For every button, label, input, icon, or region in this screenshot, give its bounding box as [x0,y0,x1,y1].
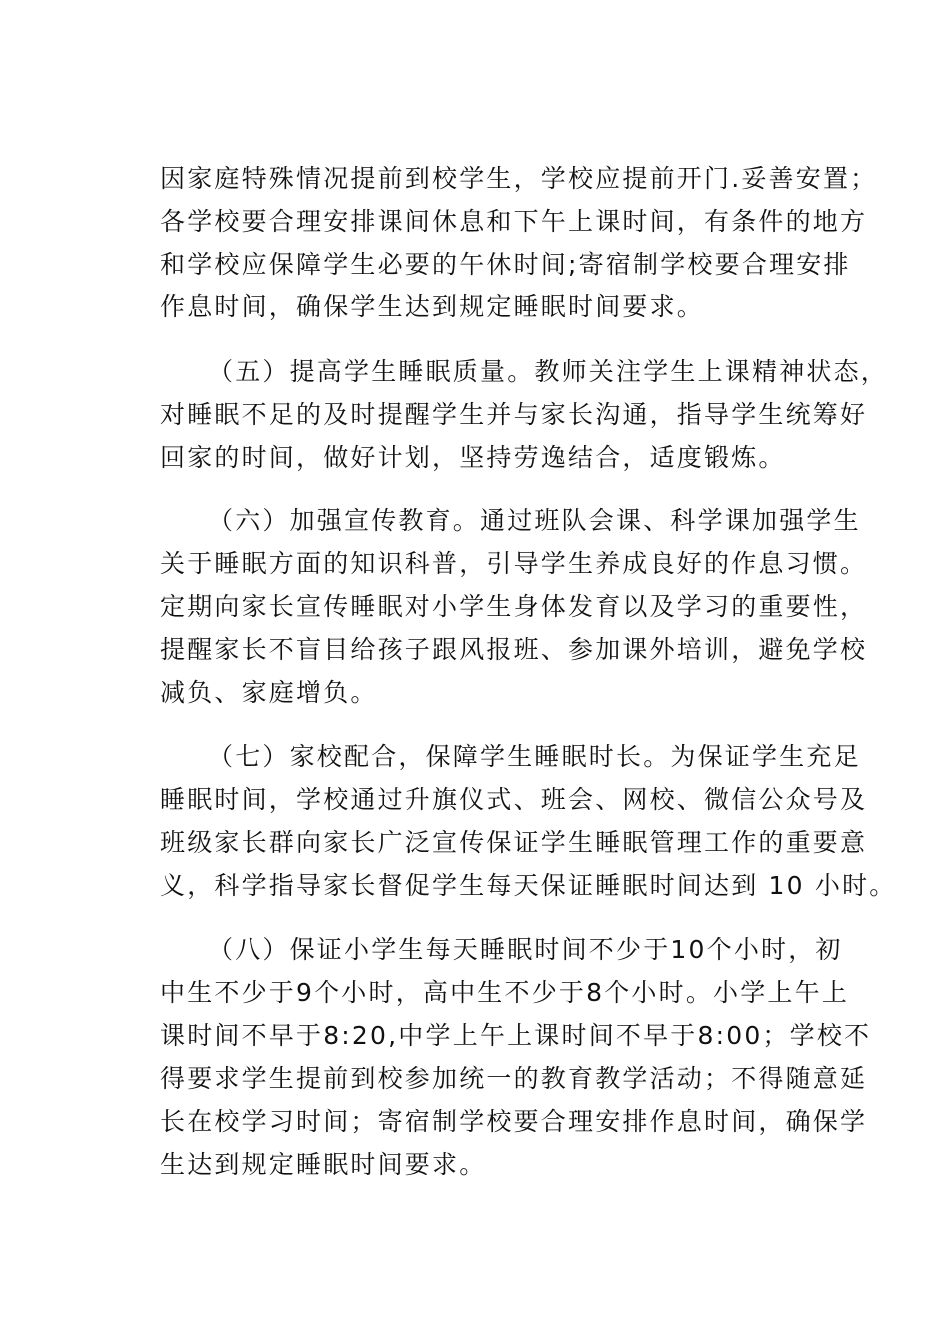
text-line: 中生不少于9个小时，高中生不少于8个小时。小学上午上 [160,978,850,1007]
text-line: 关于睡眠方面的知识科普，引导学生养成良好的作息习惯。 [160,549,868,578]
text-line: 得要求学生提前到校参加统一的教育教学活动；不得随意延 [160,1064,868,1093]
text-line: 睡眠时间，学校通过升旗仪式、班会、网校、微信公众号及 [160,785,868,814]
text-line: 提醒家长不盲目给孩子跟风报班、参加课外培训，避免学校 [160,635,868,664]
paragraph-heading-7: （七）家校配合，保障学生睡眠时长。为保证学生充足 [208,742,861,771]
text-line: 各学校要合理安排课间休息和下午上课时间，有条件的地方 [160,207,868,236]
text-line: 和学校应保障学生必要的午休时间;寄宿制学校要合理安排 [160,250,851,279]
paragraph-heading-5: （五）提高学生睡眠质量。教师关注学生上课精神状态， [208,357,889,386]
text-line: 长在校学习时间；寄宿制学校要合理安排作息时间，确保学 [160,1107,868,1136]
text-line: 班级家长群向家长广泛宣传保证学生睡眠管理工作的重要意 [160,828,868,857]
text-line: 回家的时间，做好计划，坚持劳逸结合，适度锻炼。 [160,443,786,472]
paragraph-heading-6: （六）加强宣传教育。通过班队会课、科学课加强学生 [208,506,861,535]
text-line: 定期向家长宣传睡眠对小学生身体发育以及学习的重要性， [160,592,868,621]
text-line: 义，科学指导家长督促学生每天保证睡眠时间达到 10 小时。 [160,871,897,900]
text-line: 生达到规定睡眠时间要求。 [160,1150,487,1179]
paragraph-heading-8: （八）保证小学生每天睡眠时间不少于10个小时，初 [208,935,843,964]
text-line: 减负、家庭增负。 [160,678,378,707]
text-line: 课时间不早于8:20,中学上午上课时间不早于8:00；学校不 [160,1021,872,1050]
text-line: 作息时间，确保学生达到规定睡眠时间要求。 [160,292,705,321]
text-line: 因家庭特殊情况提前到校学生，学校应提前开门.妥善安置； [160,164,878,193]
text-line: 对睡眠不足的及时提醒学生并与家长沟通，指导学生统筹好 [160,400,868,429]
